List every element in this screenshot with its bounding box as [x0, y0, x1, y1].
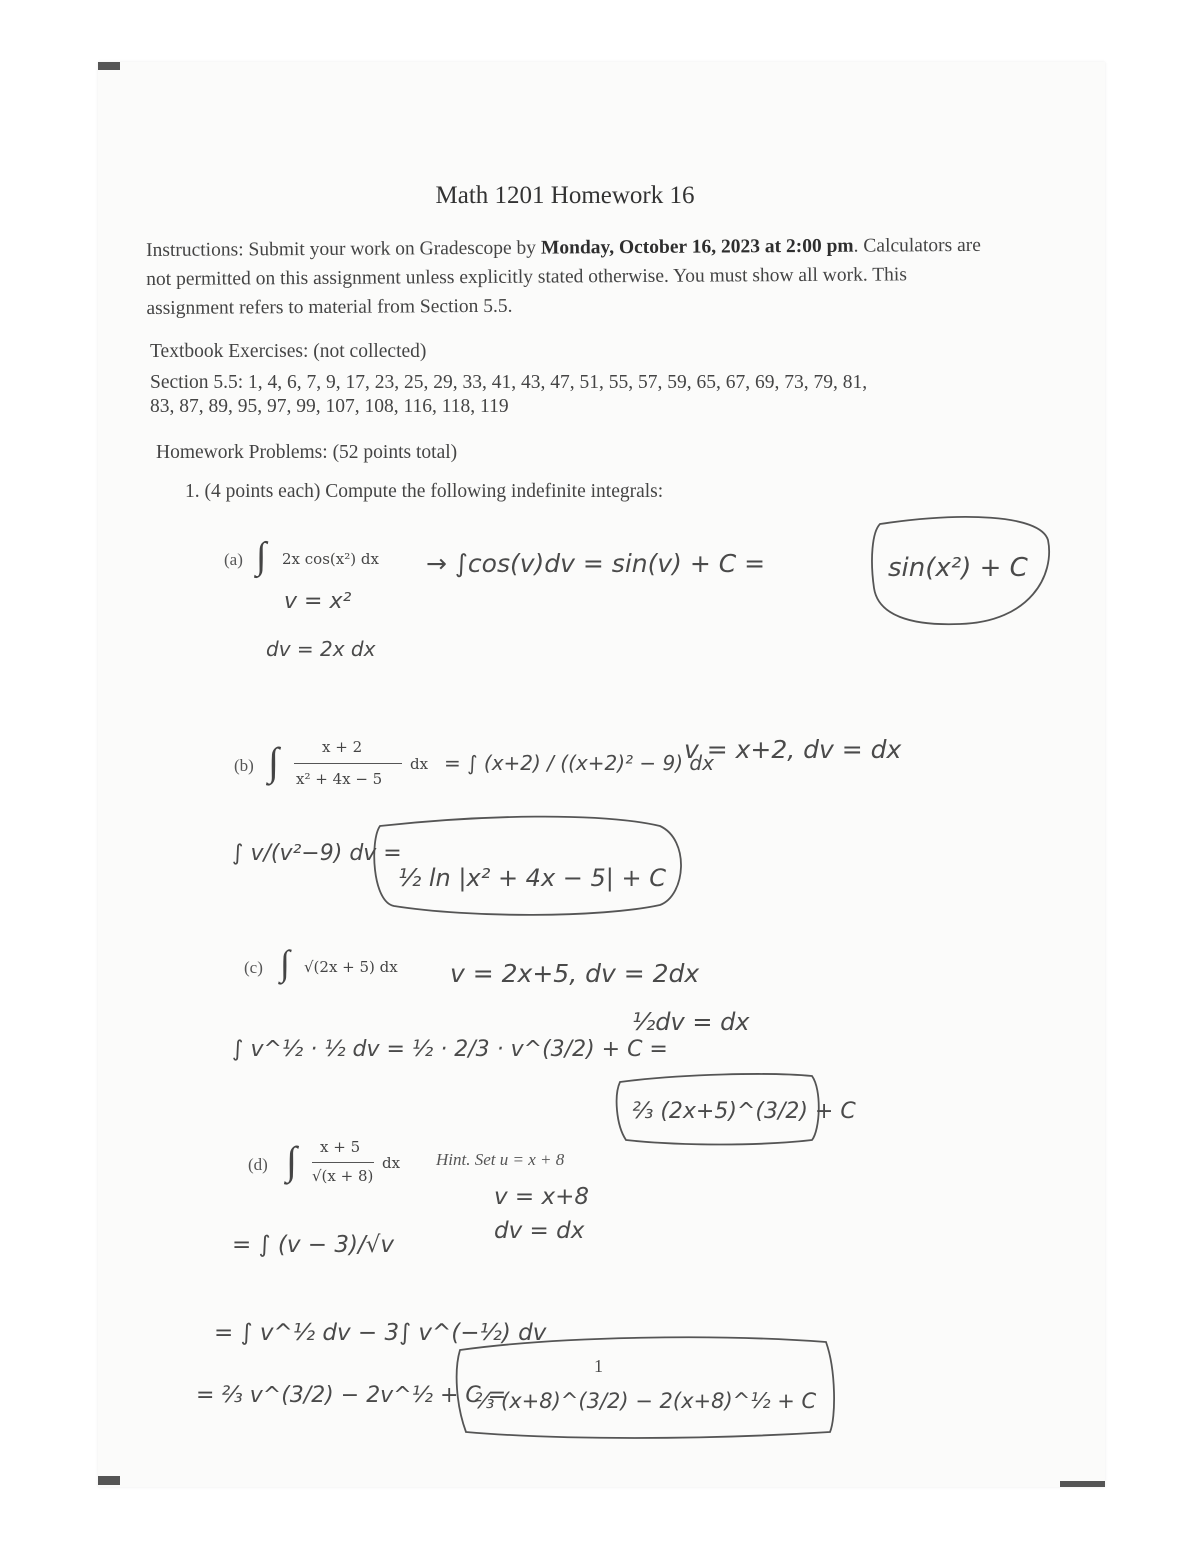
textbook-heading: Textbook Exercises: (not collected): [150, 341, 427, 362]
integral-sign-icon: ∫: [286, 1138, 297, 1183]
hw-c-answer: ⅔ (2x+5)^(3/2) + C: [632, 1099, 856, 1124]
part-c-integrand: √(2x + 5) dx: [304, 958, 398, 976]
hw-a-answer: sin(x²) + C: [888, 553, 1028, 583]
part-b-label: (b): [234, 756, 254, 775]
hw-d-sub1: v = x+8: [494, 1184, 590, 1210]
integral-sign-icon: ∫: [280, 943, 290, 983]
part-d-hint: Hint. Set u = x + 8: [436, 1150, 565, 1169]
hw-b-sub: v = x+2, dv = dx: [684, 735, 902, 764]
part-b-denominator: x² + 4x − 5: [296, 770, 383, 788]
instructions-text-1: Instructions: Submit your work on Gradescope by: [146, 237, 541, 261]
problem-1-prompt: 1. (4 points each) Compute the following indefinite integrals:: [185, 481, 664, 502]
hw-d-answer: ⅔ (x+8)^(3/2) − 2(x+8)^½ + C: [474, 1389, 817, 1413]
hw-a-line: → ∫cos(v)dv = sin(v) + C =: [426, 549, 766, 578]
hw-b-line2: ∫ v/(v²−9) dv =: [232, 841, 402, 866]
homework-heading: Homework Problems: (52 points total): [156, 442, 458, 463]
hw-c-sub1: v = 2x+5, dv = 2dx: [450, 959, 700, 988]
part-b-numerator: x + 2: [322, 738, 363, 756]
textbook-exercises-line-2: 83, 87, 89, 95, 97, 99, 107, 108, 116, 118, 119: [150, 396, 509, 417]
textbook-exercises-line-1: Section 5.5: 1, 4, 6, 7, 9, 17, 23, 25, 29, 33, 41, 43, 47, 51, 55, 57, 59, 65, 67, 69, 73, 79, 81,: [150, 372, 868, 393]
part-d-numerator: x + 5: [320, 1138, 361, 1156]
hw-d-line3: = ⅔ v^(3/2) − 2v^½ + C =: [196, 1383, 507, 1408]
hw-c-sub2: ½dv = dx: [632, 1008, 750, 1036]
hw-a-sub1: v = x²: [284, 589, 352, 614]
answer-box-d: [457, 1337, 834, 1438]
part-c-label: (c): [244, 958, 263, 977]
page-title: Math 1201 Homework 16: [435, 182, 695, 209]
integral-sign-icon: ∫: [268, 739, 279, 784]
part-d-dx: dx: [382, 1154, 401, 1172]
deadline-text: Monday, October 16, 2023 at 2:00 pm: [540, 235, 854, 259]
integral-sign-icon: ∫: [256, 535, 267, 577]
hw-c-line: ∫ v^½ · ½ dv = ½ · 2/3 · v^(3/2) + C =: [232, 1037, 668, 1062]
part-a-label: (a): [224, 550, 243, 569]
part-a-integrand: 2x cos(x²) dx: [282, 550, 379, 568]
hw-margin-mark: 1: [594, 1356, 603, 1376]
hw-d-line2: = ∫ v^½ dv − 3∫ v^(−½) dv: [214, 1320, 547, 1346]
hw-a-sub2: dv = 2x dx: [266, 637, 376, 661]
part-d-denominator: √(x + 8): [312, 1167, 374, 1185]
part-d-label: (d): [248, 1155, 268, 1174]
hw-d-sub2: dv = dx: [494, 1218, 585, 1244]
hw-d-line1: = ∫ (v − 3)/√v: [232, 1232, 394, 1258]
part-b-dx: dx: [410, 755, 429, 773]
instructions-text-2: . Calculators are not permitted on this assignment unless explicitly stated otherwise. You must show all work. This assignment refers to material from Section 5.5.: [146, 234, 981, 319]
hw-b-answer: ½ ln |x² + 4x − 5| + C: [398, 864, 666, 892]
hw-b-line1: = ∫ (x+2) / ((x+2)² − 9) dx: [444, 751, 714, 775]
